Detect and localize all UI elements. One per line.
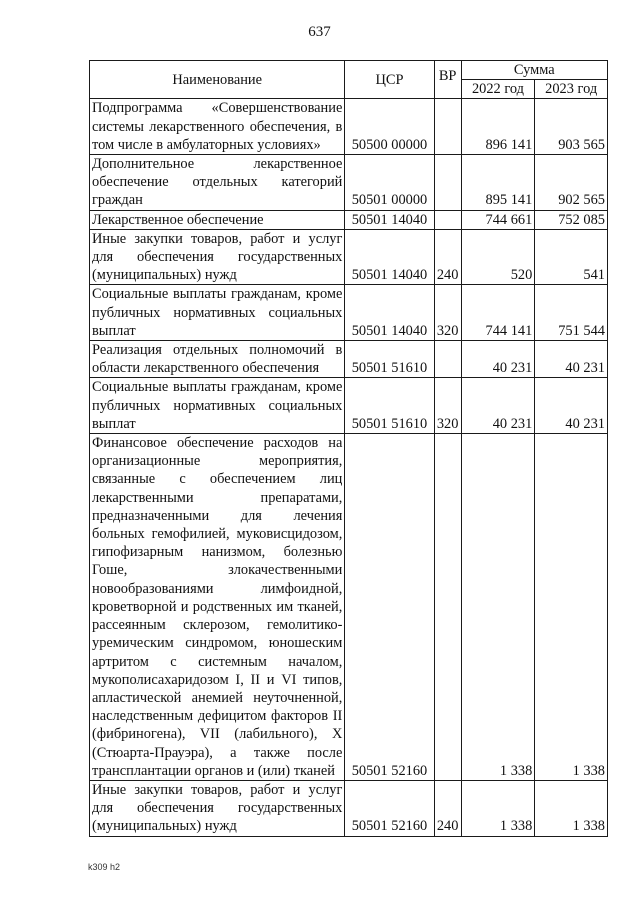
row-sum-2022: 1 338: [461, 780, 535, 836]
table-row: [90, 155, 608, 211]
row-vr: 240: [434, 229, 461, 285]
row-csr: 50501 14040: [345, 229, 434, 285]
row-csr: 50501 52160: [345, 780, 434, 836]
row-name: Реализация отдельных полномочий в области лекарственного обеспечения: [90, 341, 345, 378]
row-csr: 50501 52160: [345, 434, 434, 781]
row-sum-2023: 1 338: [535, 780, 608, 836]
row-sum-2023: 902 565: [535, 155, 608, 211]
row-name: Дополнительное лекарственное обеспечение отдельных категорий граждан: [90, 155, 345, 211]
row-sum-2022: 40 231: [461, 378, 535, 434]
row-csr: 50501 14040: [345, 285, 434, 341]
header-name: Наименование: [90, 61, 345, 99]
budget-table: [89, 60, 608, 837]
table-header: [90, 61, 608, 99]
row-name: Подпрограмма «Совершенствование системы лекарственного обеспечения, в том числе в амбулаторных условиях»: [90, 99, 345, 155]
row-csr: 50501 51610: [345, 378, 434, 434]
row-vr: 240: [434, 780, 461, 836]
row-sum-2023: 903 565: [535, 99, 608, 155]
row-vr: 320: [434, 285, 461, 341]
row-sum-2022: 744 661: [461, 210, 535, 229]
header-vr: ВР: [434, 61, 461, 99]
row-sum-2023: 1 338: [535, 434, 608, 781]
row-name: Социальные выплаты гражданам, кроме публичных нормативных социальных выплат: [90, 285, 345, 341]
row-csr: 50501 14040: [345, 210, 434, 229]
row-vr: [434, 341, 461, 378]
row-sum-2023: 40 231: [535, 341, 608, 378]
row-csr: 50500 00000: [345, 99, 434, 155]
row-sum-2022: 896 141: [461, 99, 535, 155]
row-vr: 320: [434, 378, 461, 434]
row-sum-2022: 895 141: [461, 155, 535, 211]
row-csr: 50501 00000: [345, 155, 434, 211]
header-csr: ЦСР: [345, 61, 434, 99]
row-vr: [434, 434, 461, 781]
header-year-2023: 2023 год: [535, 80, 608, 99]
row-sum-2023: 40 231: [535, 378, 608, 434]
row-vr: [434, 155, 461, 211]
table-row: [90, 434, 608, 781]
row-name: Иные закупки товаров, работ и услуг для обеспечения государственных (муниципальных) нужд: [90, 229, 345, 285]
table-row: [90, 285, 608, 341]
table-row: [90, 210, 608, 229]
row-name: Финансовое обеспечение расходов на организационные мероприятия, связанные с обеспечением лиц лекарственными препаратами, предназначенными для лечения больных гемофилией, муковисцидозом, гипофизарным нанизмом, болезнью Гоше, злокачественными новообразованиями лимфоидной, кроветворной и родственных им тканей, рассеянным склерозом, гемолитико-уремическим синдромом, юношеским артритом с системным началом, мукополисахаридозом I, II и VI типов, апластической анемией неуточненной, наследственным дефицитом факторов II (фибриногена), VII (лабильного), X (Стюарта-Прауэра), а также после трансплантации органов и (или) тканей: [90, 434, 345, 781]
header-year-2022: 2022 год: [461, 80, 535, 99]
row-sum-2022: 520: [461, 229, 535, 285]
table-row: [90, 229, 608, 285]
row-vr: [434, 99, 461, 155]
row-sum-2022: 1 338: [461, 434, 535, 781]
row-name: Социальные выплаты гражданам, кроме публичных нормативных социальных выплат: [90, 378, 345, 434]
row-sum-2022: 744 141: [461, 285, 535, 341]
row-csr: 50501 51610: [345, 341, 434, 378]
table-body: [90, 99, 608, 836]
header-sum: Сумма: [461, 61, 607, 80]
row-vr: [434, 210, 461, 229]
table-row: [90, 341, 608, 378]
table-row: [90, 378, 608, 434]
row-sum-2022: 40 231: [461, 341, 535, 378]
page-number: 637: [308, 24, 331, 40]
table-row: [90, 780, 608, 836]
row-name: Лекарственное обеспечение: [90, 210, 345, 229]
row-name: Иные закупки товаров, работ и услуг для обеспечения государственных (муниципальных) нужд: [90, 780, 345, 836]
row-sum-2023: 541: [535, 229, 608, 285]
row-sum-2023: 751 544: [535, 285, 608, 341]
table-row: [90, 99, 608, 155]
footer-code: k309 h2: [88, 862, 121, 872]
row-sum-2023: 752 085: [535, 210, 608, 229]
